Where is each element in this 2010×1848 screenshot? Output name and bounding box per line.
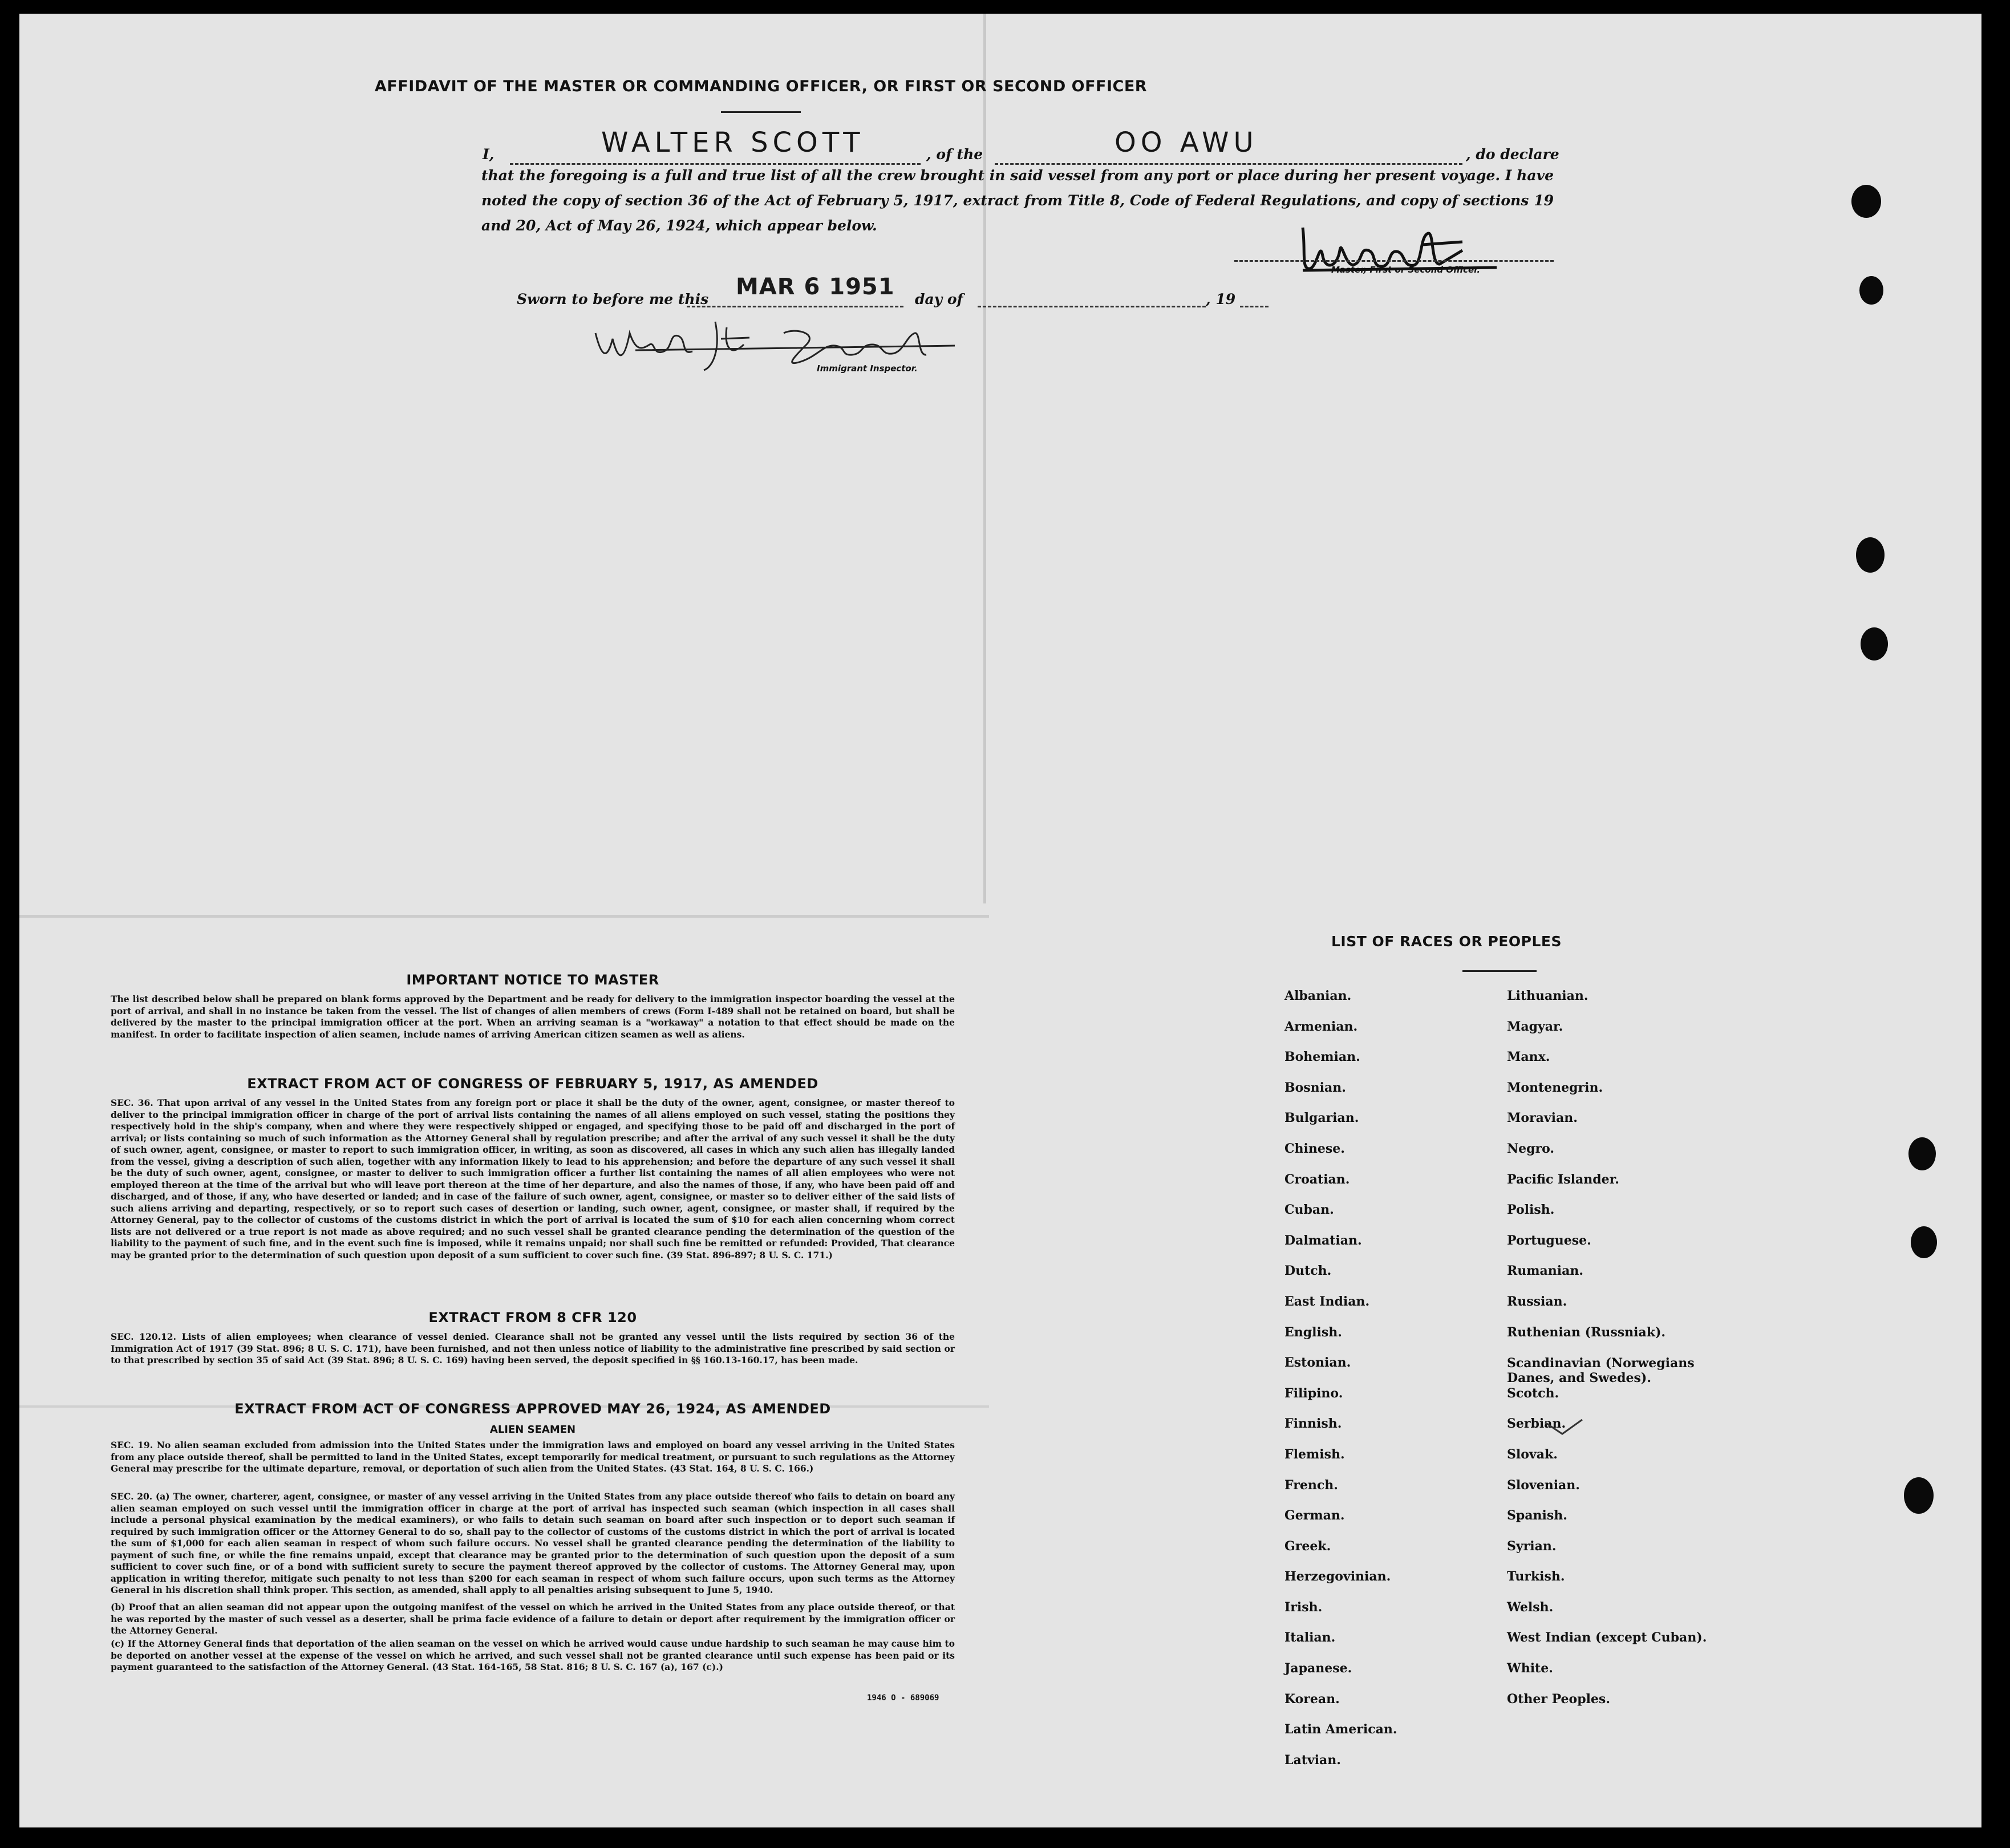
extract-1924-title: EXTRACT FROM ACT OF CONGRESS APPROVED MAY 26, 1924, AS AMENDED	[234, 1401, 831, 1417]
punch-hole	[1851, 185, 1881, 218]
race-item: Turkish.	[1507, 1569, 1565, 1584]
extract-cfr-title: EXTRACT FROM 8 CFR 120	[428, 1310, 637, 1326]
year-label: , 19	[1206, 291, 1236, 307]
sec-19-text: SEC. 19. No alien seaman excluded from admission into the United States under the immigration laws and employed on board any vessel arriving in the United States from any place outside thereof, shall be permitted to land in the United States, except temporarily for medical treatment, or pursuant to such regulations as the Attorney General may prescribe for the ultimate departure, removal, or deportation of such alien from the United States. (43 Stat. 164, 8 U. S. C. 166.)	[111, 1440, 955, 1474]
race-item: German.	[1284, 1508, 1345, 1523]
master-name-handwritten: WALTER SCOTT	[601, 127, 865, 159]
label-do-declare: , do declare	[1466, 146, 1559, 163]
race-item: Dutch.	[1284, 1263, 1332, 1279]
race-item: Scotch.	[1507, 1385, 1559, 1401]
notice-title: IMPORTANT NOTICE TO MASTER	[406, 972, 659, 988]
race-item: Magyar.	[1507, 1019, 1563, 1034]
year-line	[1240, 306, 1269, 307]
race-item: Armenian.	[1284, 1019, 1358, 1034]
race-item: Lithuanian.	[1507, 988, 1588, 1003]
notice-text: The list described below shall be prepared on blank forms approved by the Department and be ready for delivery to the immigration inspector boarding the vessel at the port of arrival, and shall in no instance be taken from the vessel. The list of changes of alien members of crews (Form I-489 shall not be retained on board, but shall be delivered by the master to the principal immigration officer at the port. When an arriving seaman is a "workaway" a notation to that effect should be made on the manifest. In order to facilitate inspection of alien seamen, include names of arriving American citizen seamen as well as aliens.	[111, 994, 955, 1040]
race-item: Welsh.	[1507, 1599, 1554, 1615]
race-item: Russian.	[1507, 1294, 1567, 1309]
inspector-caption: Immigrant Inspector.	[817, 363, 918, 374]
races-column-1	[1284, 981, 1397, 1776]
race-item: Latin American.	[1284, 1722, 1397, 1737]
race-item: Dalmatian.	[1284, 1233, 1362, 1248]
race-item: French.	[1284, 1477, 1338, 1493]
race-item: Italian.	[1284, 1630, 1336, 1646]
race-item: Korean.	[1284, 1691, 1340, 1707]
extract-1924-subtitle: ALIEN SEAMEN	[489, 1424, 576, 1436]
race-item: Moravian.	[1507, 1111, 1578, 1126]
punch-hole	[1908, 1137, 1936, 1170]
races-title-underline	[1462, 970, 1537, 972]
fold-line-horizontal	[19, 915, 989, 918]
month-line	[978, 306, 1206, 307]
affidavit-title: AFFIDAVIT OF THE MASTER OR COMMANDING OFFICER, OR FIRST OR SECOND OFFICER	[374, 78, 1148, 95]
race-item: Irish.	[1284, 1599, 1323, 1615]
race-item: Cuban.	[1284, 1202, 1334, 1218]
vessel-name-handwritten: OO AWU	[1115, 127, 1258, 159]
race-item: East Indian.	[1284, 1294, 1370, 1309]
punch-hole	[1861, 627, 1888, 660]
race-item: Syrian.	[1507, 1538, 1557, 1554]
race-item: Scandinavian (Norwegians Danes, and Swedes).	[1507, 1356, 1695, 1386]
sec-20b-text: (b) Proof that an alien seaman did not appear upon the outgoing manifest of the vessel on which he arrived in the United States from any place outside thereof, or that he was reported by the master of such vessel as a deserter, shall be prima facie evidence of a failure to detain or deport after requirement by the immigration officer or the Attorney General.	[111, 1602, 955, 1636]
race-item: Latvian.	[1284, 1752, 1341, 1768]
officer-caption: Master, First or Second Officer.	[1331, 265, 1481, 275]
officer-signature-line	[1234, 260, 1554, 262]
race-item: Albanian.	[1284, 988, 1352, 1003]
race-item: Finnish.	[1284, 1416, 1342, 1432]
sworn-date-line	[687, 306, 903, 307]
print-code: 1946 O - 689069	[867, 1693, 939, 1703]
race-item: Pacific Islander.	[1507, 1172, 1619, 1187]
race-item: English.	[1284, 1324, 1342, 1340]
race-item: Polish.	[1507, 1202, 1555, 1218]
races-title: LIST OF RACES OR PEOPLES	[1331, 933, 1562, 950]
extract-1917-text: SEC. 36. That upon arrival of any vessel in the United States from any foreign port or place it shall be the duty of the owner, agent, consignee, or master thereof to deliver to the principal immigration officer in charge of the port of arrival lists containing the names of all aliens employed on such vessel, stating the positions they respectively hold in the ship's company, when and where they were respectively shipped or engaged, and specifying those to be paid off and discharged in the port of arrival; or lists containing so much of such information as the Attorney General shall by regulation prescribe; and after the arrival of any such vessel it shall be the duty of such owner, agent, consignee, or master to report to such immigration officer, in writing, as soon as discovered, all cases in which any such alien has illegally landed from the vessel, giving a description of such alien, together with any information likely to lead to his apprehension; and before the departure of any such vessel it shall be the duty of such owner, agent, consignee, or master to deliver to such immigration officer a further list containing the names of all alien employees who were not employed thereon at the time of the arrival but who will leave port thereon at the time of her departure, and also the names of those, if any, who have been paid off and discharged, and of those, if any, who have deserted or landed; and in case of the failure of such owner, agent, consignee, or master so to deliver either of the said lists of such aliens arriving and departing, respectively, or so to report such cases of desertion or landing, such owner, agent, consignee, or master shall, if required by the Attorney General, pay to the collector of customs of the customs district in which the port of arrival is located the sum of $10 for each alien concerning whom correct lists are not delivered or a true report is not made as above required; and no such vessel shall be granted clearance pending the determination of the question of the liability to the payment of such fine, and in the event such fine is imposed, while it remains unpaid; nor shall such fine be remitted or refunded: Provided, That clearance may be granted prior to the determination of such question upon deposit of a sum sufficient to cover such fine. (39 Stat. 896-897; 8 U. S. C. 171.)	[111, 1097, 955, 1261]
race-item: Herzegovinian.	[1284, 1569, 1391, 1584]
race-item: Other Peoples.	[1507, 1691, 1610, 1707]
race-item: Filipino.	[1284, 1385, 1343, 1401]
pencil-check-mark	[1542, 1417, 1588, 1440]
race-item: Ruthenian (Russniak).	[1507, 1324, 1666, 1340]
races-column-2	[1507, 981, 1707, 1715]
document-page	[19, 14, 1981, 1827]
race-item: Croatian.	[1284, 1172, 1350, 1187]
extract-1917-title: EXTRACT FROM ACT OF CONGRESS OF FEBRUARY 5, 1917, AS AMENDED	[247, 1076, 818, 1092]
race-item: White.	[1507, 1661, 1553, 1676]
race-item: Negro.	[1507, 1141, 1555, 1156]
race-item: West Indian (except Cuban).	[1507, 1630, 1707, 1646]
race-item: Slovak.	[1507, 1446, 1558, 1462]
race-item: Bosnian.	[1284, 1080, 1346, 1095]
declaration-text: that the foregoing is a full and true list of all the crew brought in said vessel from any port or place during her present voyage. I have noted the copy of section 36 of the Act of February 5, 1917, extract from Title 8, Code of Federal Regulations, and copy of sections 19 and 20, Act of May 26, 1924, which appear below.	[481, 167, 1554, 234]
race-item: Serbian.	[1507, 1416, 1566, 1432]
label-of-the: , of the	[926, 146, 983, 163]
title-underline	[721, 111, 801, 113]
race-item: Bulgarian.	[1284, 1111, 1359, 1126]
race-item: Flemish.	[1284, 1446, 1345, 1462]
punch-hole	[1911, 1226, 1937, 1258]
inspector-signature	[578, 310, 989, 379]
sworn-label: Sworn to before me this	[517, 291, 709, 307]
race-item: Estonian.	[1284, 1355, 1351, 1371]
extract-cfr-text: SEC. 120.12. Lists of alien employees; when clearance of vessel denied. Clearance shall not be granted any vessel until the lists required by section 36 of the Immigration Act of 1917 (39 Stat. 896; 8 U. S. C. 171), have been furnished, and not then unless notice of liability to the administrative fine prescribed by said section or to that prescribed by section 35 of said Act (39 Stat. 896; 8 U. S. C. 169) having been served, the deposit specified in §§ 160.13-160.17, has been made.	[111, 1331, 955, 1365]
race-item: Bohemian.	[1284, 1049, 1360, 1065]
sec-20c-text: (c) If the Attorney General finds that deportation of the alien seaman on the vessel on which he arrived would cause undue hardship to such seaman he may cause him to be deported on another vessel at the expense of the vessel on which he arrived, and such vessel shall not be granted clearance until such expense has been paid or its payment guaranteed to the satisfaction of the Attorney General. (43 Stat. 164-165, 58 Stat. 816; 8 U. S. C. 167 (a), 167 (c).)	[111, 1638, 955, 1672]
fold-line-vertical	[983, 14, 986, 903]
punch-hole	[1859, 276, 1883, 305]
punch-hole	[1856, 537, 1885, 573]
race-item: Portuguese.	[1507, 1233, 1591, 1248]
race-item: Manx.	[1507, 1049, 1550, 1065]
race-item: Montenegrin.	[1507, 1080, 1603, 1095]
punch-hole	[1904, 1477, 1934, 1514]
race-item: Chinese.	[1284, 1141, 1345, 1156]
sec-20a-text: SEC. 20. (a) The owner, charterer, agent, consignee, or master of any vessel arriving in the United States from any place outside thereof who fails to detain on board any alien seaman employed on such vessel until the immigration officer in charge at the port of arrival has inspected such seaman (which inspection in all cases shall include a personal physical examination by the medical examiners), or who fails to detain such seaman on board after such inspection or to deport such seaman if required by such immigration officer or the Attorney General to do so, shall pay to the collector of customs of the customs district in which the port of arrival is located the sum of $1,000 for each alien seaman in respect of whom such failure occurs. No vessel shall be granted clearance pending the determination of the liability to payment of such fine, or while the fine remains unpaid, except that clearance may be granted prior to the determination of such question upon the deposit of a sum sufficient to cover such fine, or of a bond with sufficient surety to secure the payment thereof approved by the collector of customs. The Attorney General may, upon application in writing therefor, mitigate such penalty to not less than $200 for each seaman in respect of whom such failure occurs, upon such terms as the Attorney General in his discretion shall think proper. This section, as amended, shall apply to all penalties arising subsequent to June 5, 1940.	[111, 1491, 955, 1595]
race-item: Slovenian.	[1507, 1477, 1580, 1493]
race-item: Greek.	[1284, 1538, 1331, 1554]
label-i: I,	[483, 146, 495, 163]
race-item: Japanese.	[1284, 1661, 1352, 1676]
day-label: day of	[915, 291, 963, 307]
race-item: Rumanian.	[1507, 1263, 1584, 1279]
race-item: Spanish.	[1507, 1508, 1567, 1523]
date-stamp: MAR 6 1951	[736, 274, 895, 300]
